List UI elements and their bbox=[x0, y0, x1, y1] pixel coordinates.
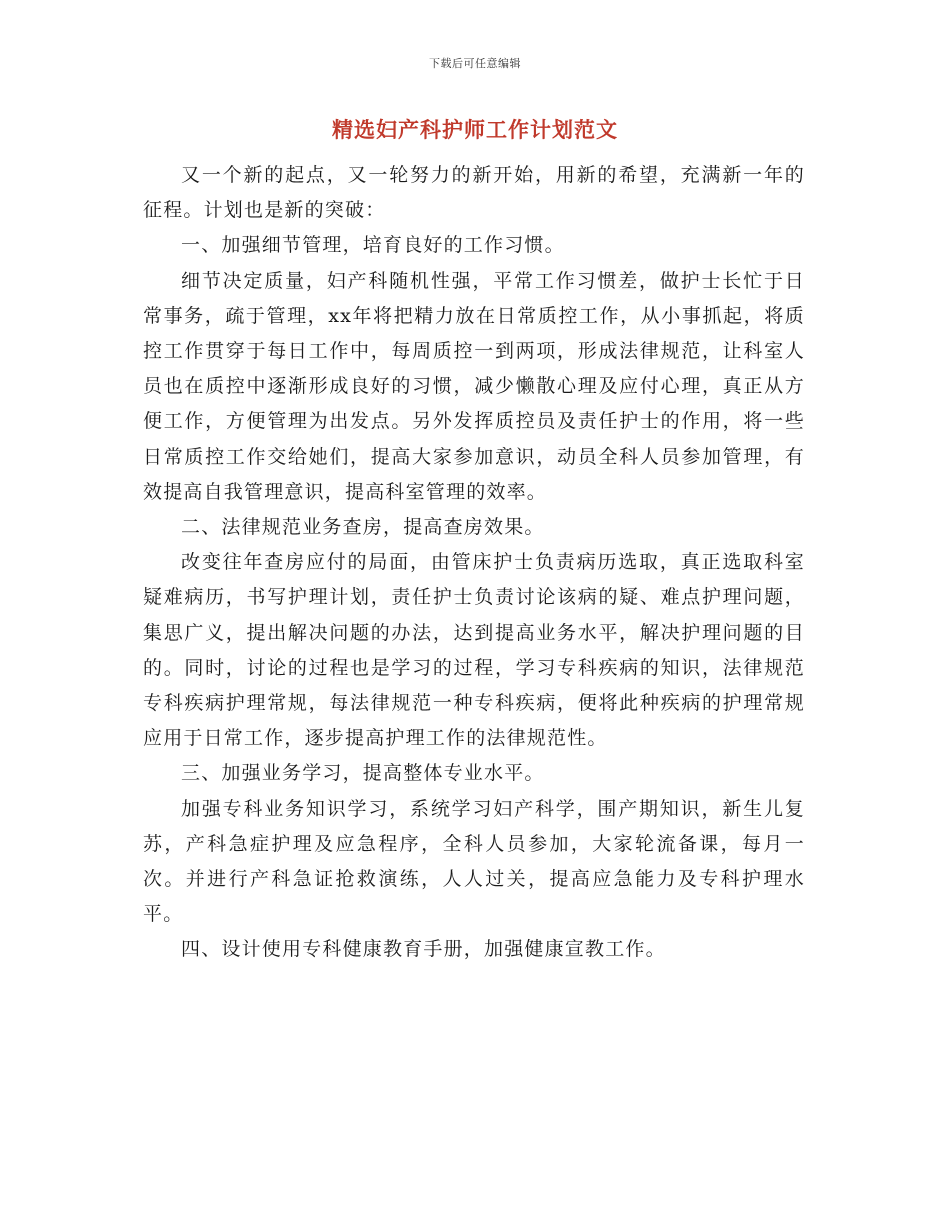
section-heading-4: 四、设计使用专科健康教育手册，加强健康宣教工作。 bbox=[181, 938, 666, 961]
document-body bbox=[143, 158, 805, 968]
paragraph-intro: 又一个新的起点，又一轮努力的新开始，用新的希望，充满新一年的征程。计划也是新的突破： bbox=[143, 164, 805, 222]
section-heading-3: 三、加强业务学习，提高整体专业水平。 bbox=[181, 762, 545, 785]
section-heading-1: 一、加强细节管理，培育良好的工作习惯。 bbox=[181, 234, 565, 257]
paragraph-section-1: 细节决定质量，妇产科随机性强，平常工作习惯差，做护士长忙于日常事务，疏于管理，xx年将把精力放在日常质控工作，从小事抓起，将质控工作贯穿于每日工作中，每周质控一到两项，形成法律规范，让科室人员也在质控中逐渐形成良好的习惯，减少懒散心理及应付心理，真正从方便工作，方便管理为出发点。另外发挥质控员及责任护士的作用，将一些日常质控工作交给她们，提高大家参加意识，动员全科人员参加管理，有效提高自我管理意识，提高科室管理的效率。 bbox=[143, 269, 805, 503]
document-title: 精选妇产科护师工作计划范文 bbox=[332, 117, 618, 142]
paragraph-section-2: 改变往年查房应付的局面，由管床护士负责病历选取，真正选取科室疑难病历，书写护理计划，责任护士负责讨论该病的疑、难点护理问题，集思广义，提出解决问题的办法，达到提高业务水平，解决护理问题的目的。同时，讨论的过程也是学习的过程，学习专科疾病的知识，法律规范专科疾病护理常规，每法律规范一种专科疾病，便将此种疾病的护理常规应用于日常工作，逐步提高护理工作的法律规范性。 bbox=[143, 551, 805, 750]
page-header: 下载后可任意编辑 bbox=[429, 57, 521, 70]
section-heading-2: 二、法律规范业务查房，提高查房效果。 bbox=[181, 516, 545, 539]
paragraph-section-3: 加强专科业务知识学习，系统学习妇产科学，围产期知识，新生儿复苏，产科急症护理及应急程序，全科人员参加，大家轮流备课，每月一次。并进行产科急证抢救演练，人人过关，提高应急能力及专科护理水平。 bbox=[143, 797, 805, 926]
